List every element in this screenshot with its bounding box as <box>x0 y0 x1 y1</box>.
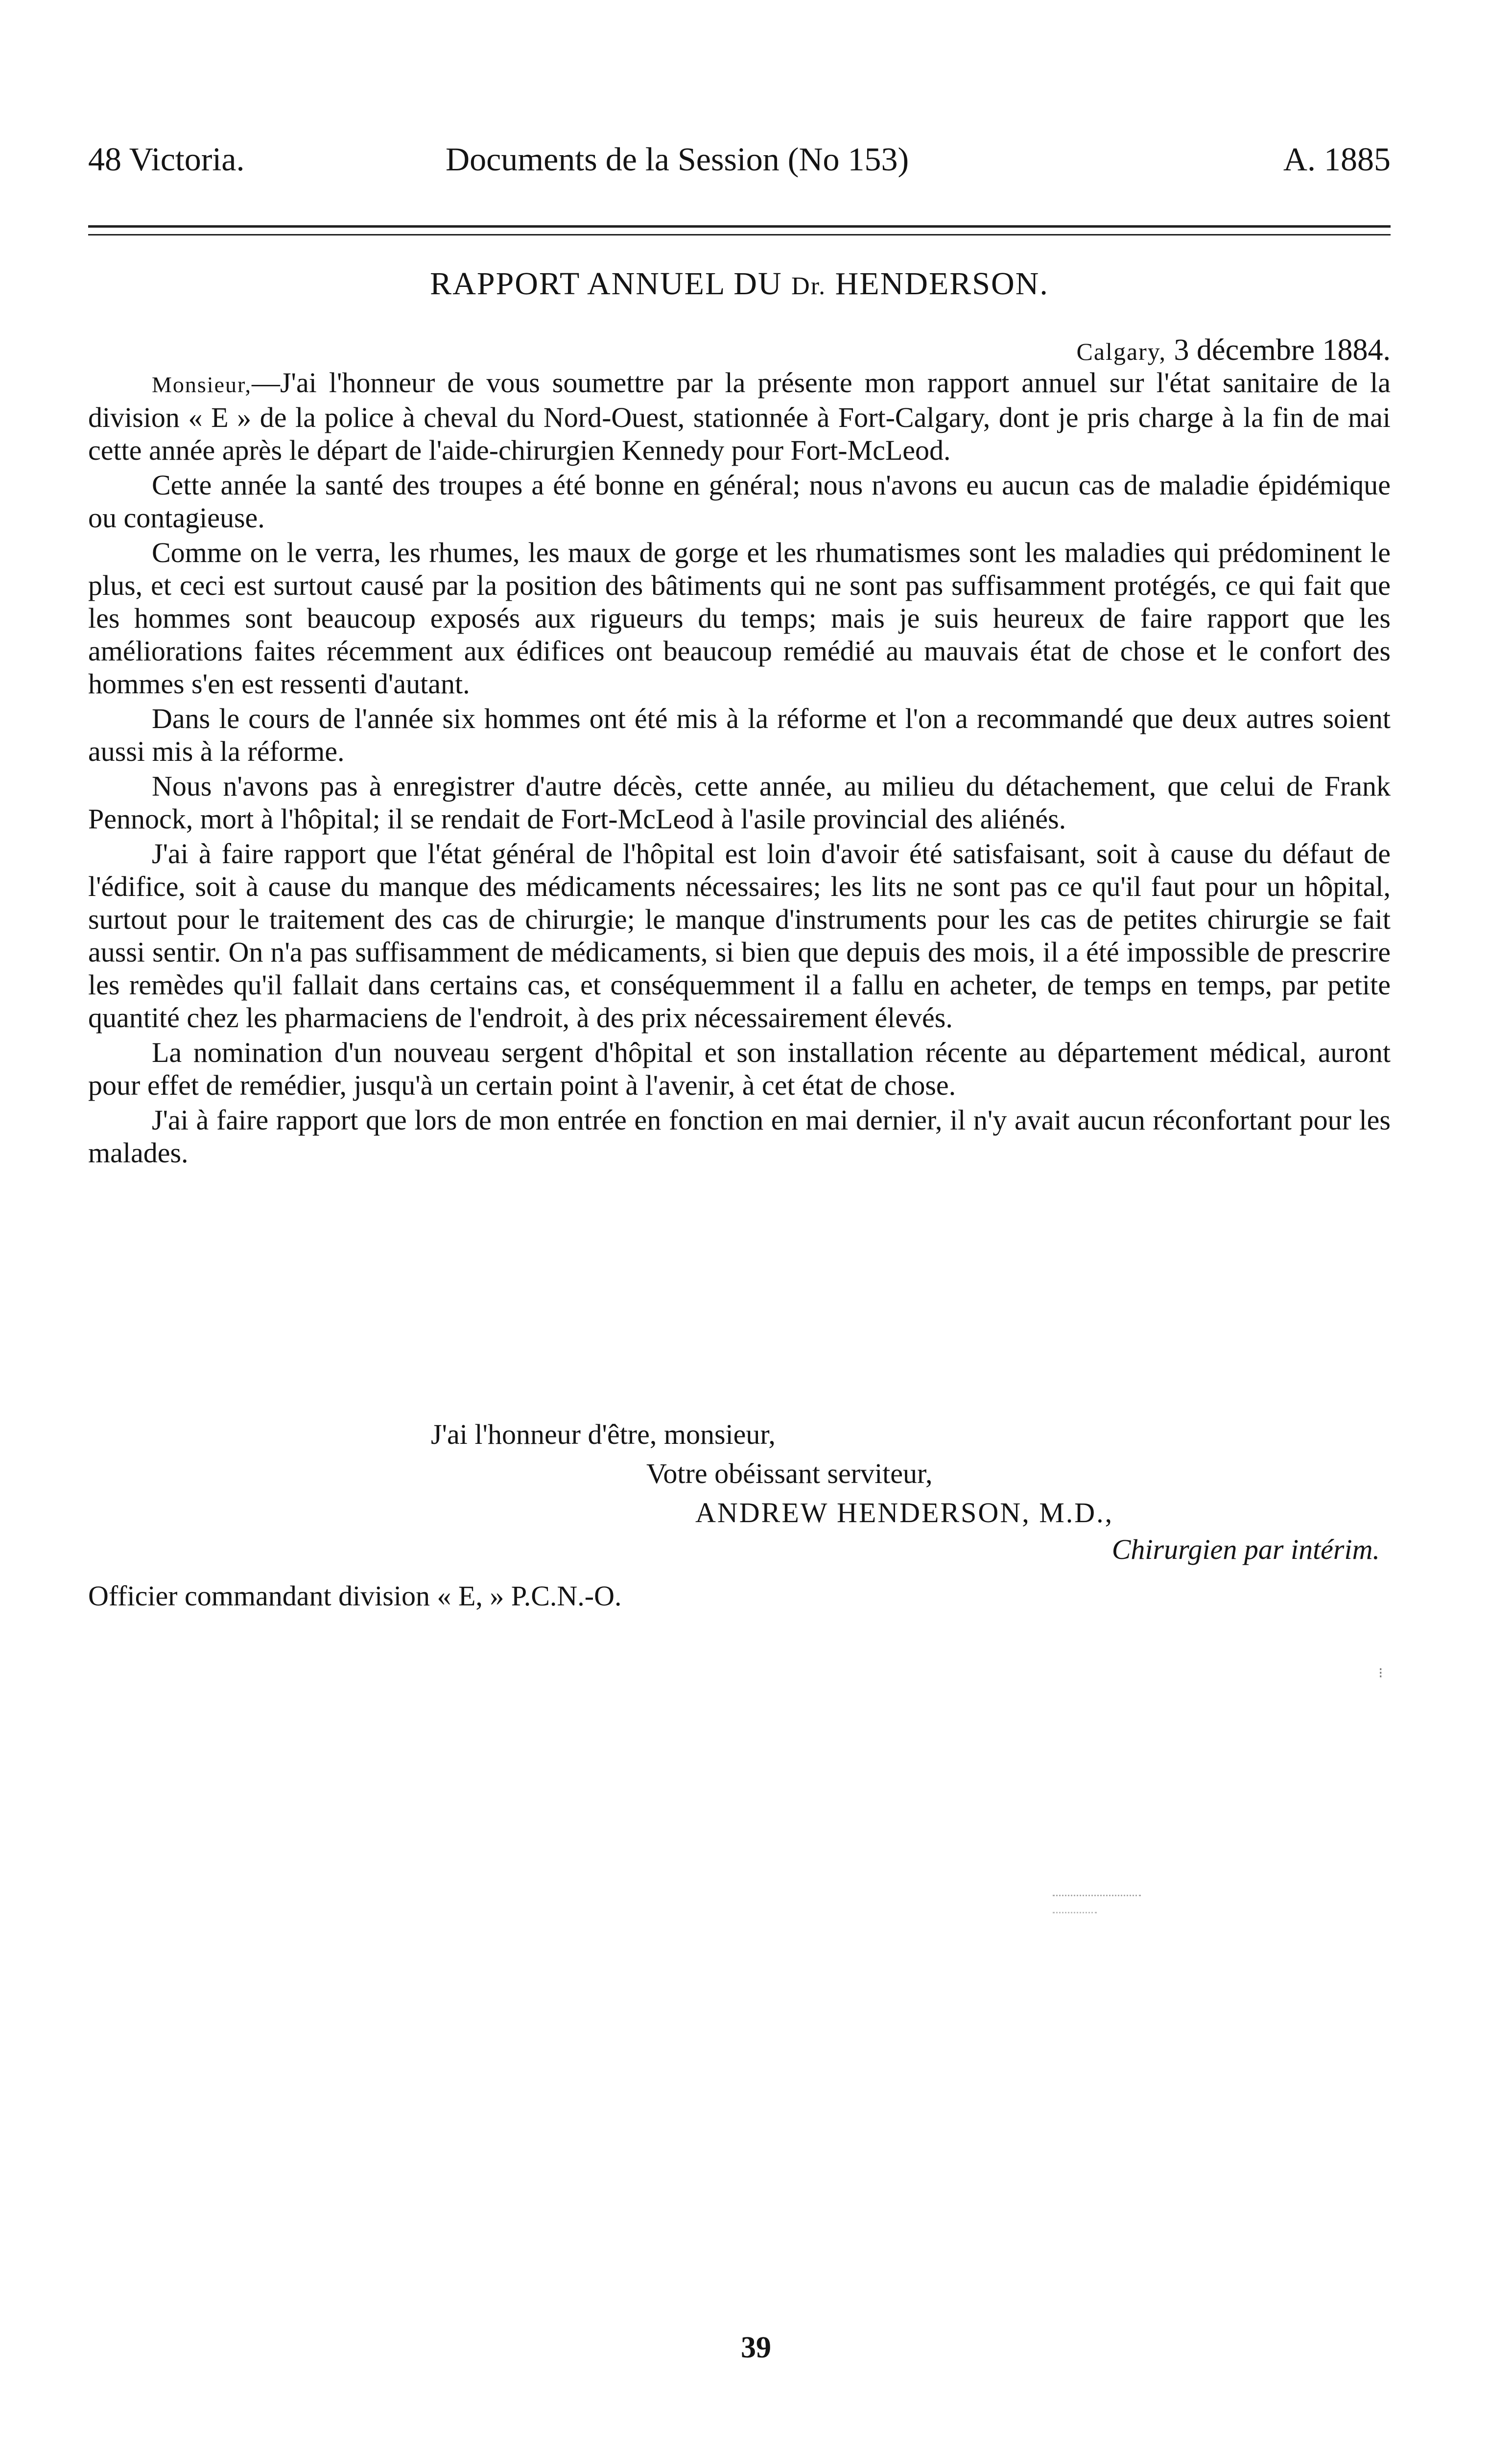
paragraph-7: La nomination d'un nouveau sergent d'hôpital et son installation récente au département médical, auront pour effet de remédier, jusqu'à un certain point à l'avenir, à cet état de chose. <box>88 1036 1391 1101</box>
signature-role: Chirurgien par intérim. <box>1111 1533 1380 1565</box>
print-speck: ⁝ <box>1378 1665 1383 1681</box>
signature: ANDREW HENDERSON, M.D., <box>695 1497 1114 1529</box>
header-title: Documents de la Session (No 153) <box>446 141 909 178</box>
paragraph-5: Nous n'avons pas à enregistrer d'autre décès, cette année, au milieu du détachement, que celui de Frank Pennock, mort à l'hôpital; il se rendait de Fort-McLeod à l'asile provincial des aliénés. <box>88 770 1391 835</box>
dateline-place: Calgary, <box>1076 338 1167 365</box>
paragraph-2: Cette année la santé des troupes a été bonne en général; nous n'avons eu aucun cas de maladie épidémique ou contagieuse. <box>88 469 1391 534</box>
dateline-date: 3 décembre 1884. <box>1166 333 1391 367</box>
closing-line-1: J'ai l'honneur d'être, monsieur, <box>431 1418 776 1450</box>
addressee: Officier commandant division « E, » P.C.N.-O. <box>88 1580 622 1612</box>
report-title <box>88 259 1391 311</box>
page-number: 39 <box>741 2331 771 2364</box>
paragraph-3: Comme on le verra, les rhumes, les maux de gorge et les rhumatismes sont les maladies qui prédominent le plus, et ceci est surtout causé par la position des bâtiments qui ne sont pas suffisamment protégés, ce qui fait que les hommes sont beaucoup exposés aux rigueurs du temps; mais je suis heureux de faire rapport que les améliorations faites récemment aux édifices ont beaucoup remédié au mauvais état de chose et le confort des hommes s'en est ressenti d'autant. <box>88 537 1391 700</box>
header-year: A. 1885 <box>1283 141 1391 178</box>
print-mark-2 <box>1053 1912 1097 1913</box>
running-header <box>88 132 1391 186</box>
print-mark <box>1053 1895 1141 1896</box>
title-dr: Dr. <box>791 272 827 300</box>
header-rule-thin <box>88 234 1391 235</box>
header-rule-thick <box>88 225 1391 228</box>
paragraph-8: J'ai à faire rapport que lors de mon entrée en fonction en mai dernier, il n'y avait aucun réconfortant pour les malades. <box>88 1104 1391 1169</box>
title-main: RAPPORT ANNUEL DU <box>430 266 792 302</box>
salutation: Monsieur, <box>152 372 252 397</box>
paragraph-6: J'ai à faire rapport que l'état général de l'hôpital est loin d'avoir été satisfaisant, soit à cause du défaut de l'édifice, soit à cause du manque des médicaments nécessaires; les lits ne sont pas ce qu'il faut pour un hôpital, surtout pour le traitement des cas de chirurgie; le manque d'instruments pour les cas de petites chirurgie se fait aussi sentir. On n'a pas suffisamment de médicaments, si bien que depuis des mois, il a été impossible de prescrire les remèdes qu'il fallait dans certains cas, et conséquemment il a fallu en acheter, de temps en temps, par petite quantité chez les pharmaciens de l'endroit, à des prix nécessairement élevés. <box>88 838 1391 1034</box>
header-volume: 48 Victoria. <box>88 141 245 178</box>
report-body <box>88 366 1391 1171</box>
closing-line-2: Votre obéissant serviteur, <box>646 1458 933 1489</box>
paragraph-1 <box>88 366 1391 467</box>
title-name: HENDERSON. <box>826 266 1049 302</box>
paragraph-1-text: —J'ai l'honneur de vous soumettre par la présente mon rapport annuel sur l'état sanitaire de la division « E » de la police à cheval du Nord-Ouest, stationnée à Fort-Calgary, dont je pris charge à la fin de mai cette année après le départ de l'aide-chirurgien Kennedy pour Fort-McLeod. <box>88 367 1391 466</box>
paragraph-4: Dans le cours de l'année six hommes ont été mis à la réforme et l'on a recommandé que deux autres soient aussi mis à la réforme. <box>88 703 1391 767</box>
